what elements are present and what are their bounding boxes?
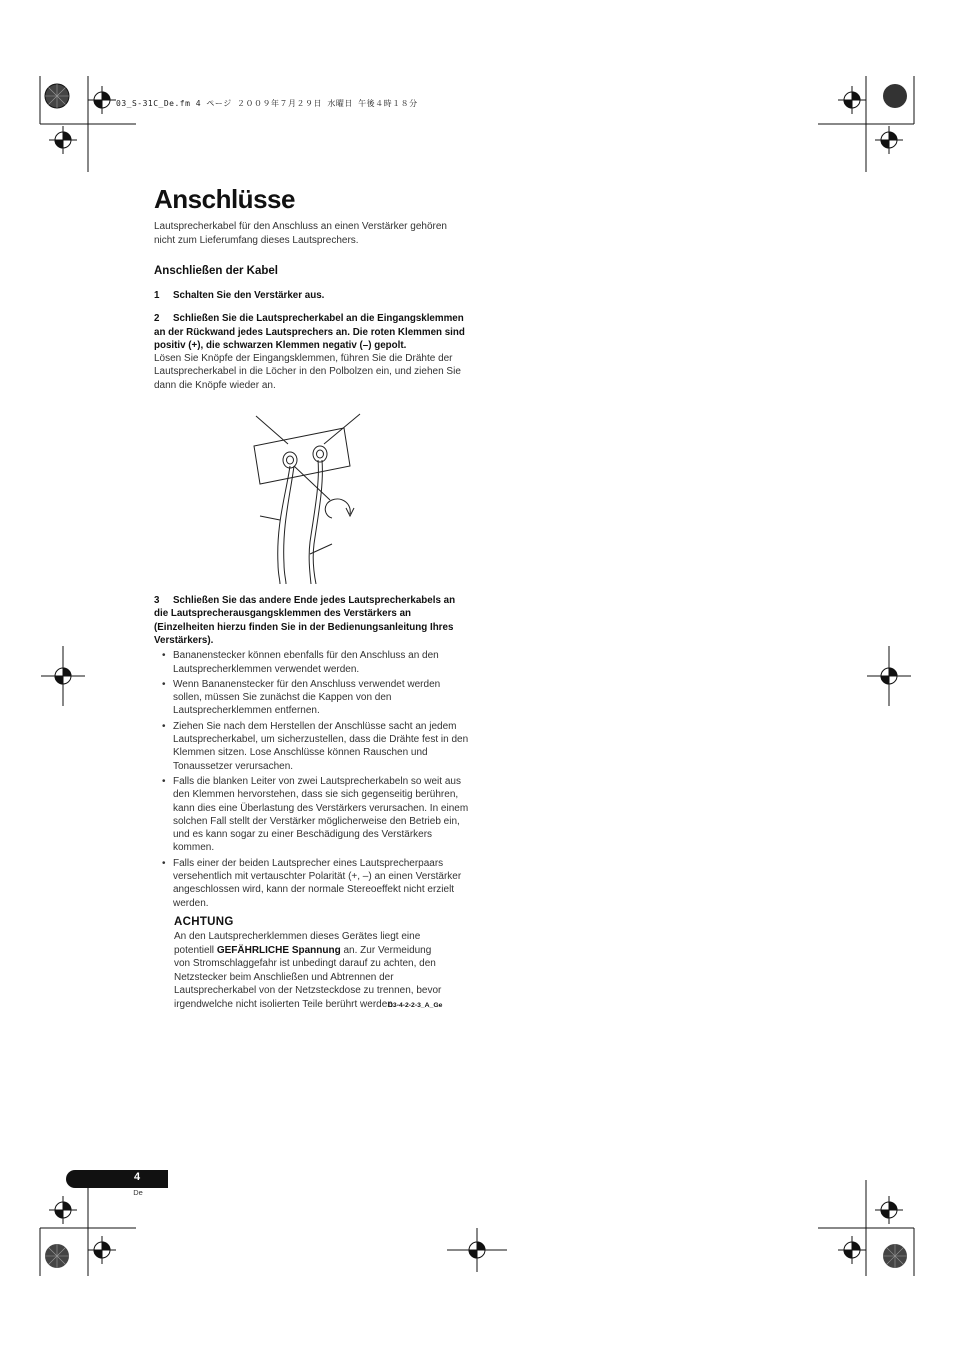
page-number-tab [66,1170,168,1188]
main-content [154,180,470,1011]
caution-code: D3-4-2-2-3_A_Ge [388,1002,443,1010]
step-3: 3 Schließen Sie das andere Ende jedes Lautsprecherkabels an die Lautsprecherausgangsklemmen des Verstärkers an (Einzelheiten hierzu finden Sie in der Bedienungsanleitung Ihres Verstärkers). [154,595,456,646]
page-language: De [133,1188,143,1197]
list-item: • Wenn Bananenstecker für den Anschluss verwendet werden sollen, müssen Sie zunächst die Kappen von den Lautsprecherklemmen entfernen. [154,678,470,718]
caution-box [174,914,470,1012]
notes-list [154,649,470,910]
list-item: • Falls die blanken Leiter von zwei Lautsprecherkabeln so weit aus den Klemmen hervorstehen, dass sie sich gegenseitig berühren, kann dies eine Überlastung des Verstärkers verursachen. In einem solchen Fall stellt der Verstärker möglicherweise den Betrieb ein, und es kann sogar zu einer Beschädigung des Verstärkers kommen. [154,775,470,855]
step-2-body: Lösen Sie Knöpfe der Eingangsklemmen, führen Sie die Drähte der Lautsprecherkabel in die Löcher in den Polbolzen ein, und ziehen Sie dann die Knöpfe wieder an. [154,353,461,391]
step-1: 1 Schalten Sie den Verstärker aus. [154,290,325,301]
page-title: Anschlüsse [154,184,295,214]
file-header-info: 03_S-31C_De.fm 4 ページ ２００９年７月２９日 水曜日 午後４時１８分 [116,99,418,108]
list-item: • Ziehen Sie nach dem Herstellen der Anschlüsse sacht an jedem Lautsprecherkabel, um sicherzustellen, dass die Drähte fest in den Klemmen sitzen. Lose Anschlüsse können Rauschen und Tonaussetzer verursachen. [154,720,470,773]
caution-text: An den Lautsprecherklemmen dieses Gerätes liegt eine potentiell GEFÄHRLICHE Spannung an. Zur Vermeidung von Stromschlaggefahr ist unbedingt darauf zu achten, den Netzstecker beim Anschließen und Abtrennen der Lautsprecherkabel von der Netzsteckdose zu trennen, bevor irgendwelche nicht isolierten Teile berührt werden. [174,930,442,1010]
page-number: 4 [133,1171,141,1183]
step-2: 2 Schließen Sie die Lautsprecherkabel an die Eingangsklemmen an der Rückwand jedes Lautsprechers an. Die roten Klemmen sind positiv (+), die schwarzen Klemmen negativ (–) gepolt. [154,313,465,351]
section-title: Anschließen der Kabel [154,265,278,277]
list-item: • Bananenstecker können ebenfalls für den Anschluss an den Lautsprecherklemmen verwendet werden. [154,649,470,676]
list-item: • Falls einer der beiden Lautsprecher eines Lautsprecherpaars versehentlich mit vertauschter Polarität (+, –) an einen Verstärker angeschlossen wird, kann der normale Stereoeffekt nicht erzielt werden. [154,857,470,910]
intro-text: Lautsprecherkabel für den Anschluss an einen Verstärker gehören nicht zum Lieferumfang dieses Lautsprechers. [154,221,447,246]
caution-title: ACHTUNG [174,915,234,928]
terminal-illustration [154,404,470,584]
speaker-terminal-drawing [154,404,470,584]
